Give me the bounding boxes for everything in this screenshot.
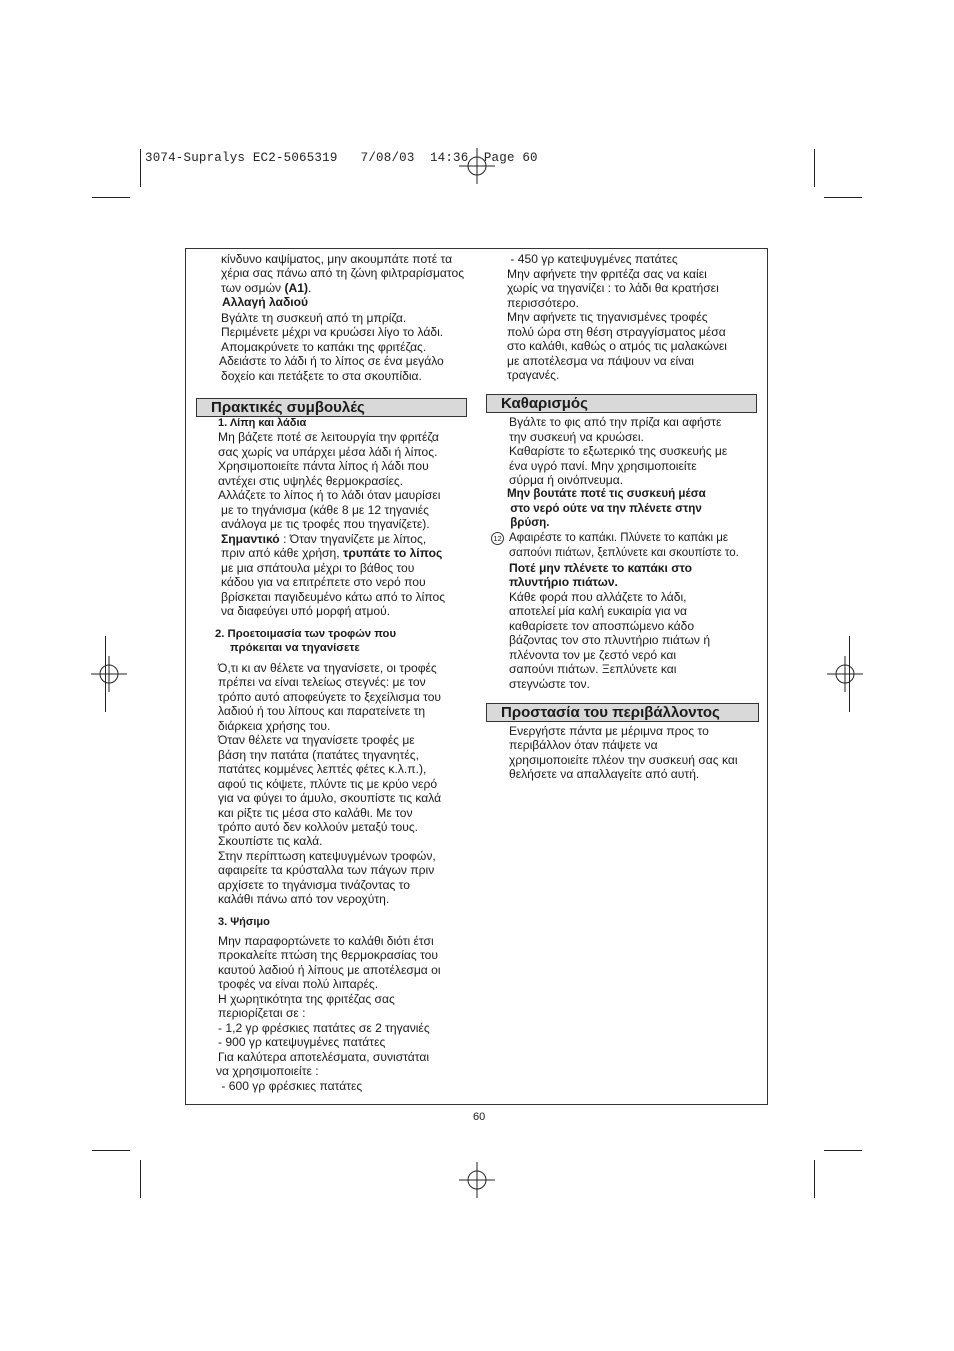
- env-line: χρησιμοποιείτε πλέον την συσκευή σας και: [509, 753, 738, 767]
- s2-line: πρέπει να είναι τελείως στεγνές: με τον: [218, 675, 426, 689]
- registration-mark-icon: [827, 656, 863, 692]
- s3-line: Για καλύτερα αποτελέσματα, συνιστάται: [218, 1050, 430, 1064]
- oil-change-line: Βγάλτε τη συσκευή από τη μπρίζα.: [221, 311, 407, 325]
- s3-line: Η χωρητικότητα της φριτέζας σας: [218, 992, 395, 1006]
- s2-line: και ρίξτε τις μέσα στο καλάθι. Με τον: [218, 806, 413, 820]
- s1-note-line: κάδου για να επιτρέπετε στο νερό που: [221, 575, 426, 589]
- s1-line: αντέχει στις υψηλές θερμοκρασίες.: [218, 474, 404, 488]
- s1-line: Αλλάζετε το λίπος ή το λάδι όταν μαυρίσει: [218, 488, 441, 502]
- s3-title: 3. Ψήσιμο: [218, 916, 270, 928]
- s3-line: - 1,2 γρ φρέσκιες πατάτες σε 2 τηγανιές: [218, 1021, 430, 1035]
- print-slug: 3074-Supralys EC2-5065319 7/08/03 14:36 Page 60: [145, 151, 538, 165]
- s3-line: περιορίζεται σε :: [218, 1006, 306, 1020]
- s1-note: πριν από κάθε χρήση, τρυπάτε το λίπος: [221, 546, 443, 560]
- cleaning-line: Καθαρίστε το εξωτερικό της συσκευής με: [509, 444, 728, 458]
- oil-change-line: Περιμένετε μέχρι να κρυώσει λίγο το λάδι.: [221, 325, 444, 339]
- s3-line: προκαλείτε πτώση της θερμοκρασίας του: [218, 948, 439, 962]
- s2-line: αφαιρείτε τα κρύσταλλα των πάγων πριν: [218, 863, 435, 877]
- cleaning-line: Βγάλτε το φις από την πρίζα και αφήστε: [509, 415, 722, 429]
- crop-mark: [824, 197, 862, 198]
- env-line: θελήσετε να απαλλαγείτε από αυτή.: [509, 767, 700, 781]
- crop-mark: [140, 1160, 141, 1198]
- crop-mark: [824, 1150, 862, 1151]
- oil-change-line: Αδειάστε το λάδι ή το λίπος σε ένα μεγάλο: [219, 354, 444, 368]
- cleaning-warning: Μην βουτάτε ποτέ τις συσκευή μέσα: [507, 487, 706, 500]
- s2-line: καλάθι πάνω από τον νεροχύτη.: [218, 892, 390, 906]
- basket-line: καθαρίσετε τον αποσπώμενο κάδο: [509, 619, 695, 633]
- basket-line: στεγνώστε τον.: [509, 677, 590, 691]
- s3-line: - 600 γρ φρέσκιες πατάτες: [218, 1079, 363, 1093]
- lid-warning: Ποτέ μην πλένετε το καπάκι στο: [509, 561, 692, 575]
- lid-line: σαπούνι πιάτων, ξεπλύνετε και σκουπίστε το.: [509, 547, 739, 559]
- s1-line: Χρησιμοποιείτε πάντα λίπος ή λάδι που: [218, 459, 429, 473]
- s1-note-line: με μια σπάτουλα μέχρι το βάθος του: [221, 561, 415, 575]
- s2-line: τρόπο αυτό αποφεύγετε το ξεχείλισμα του: [218, 690, 442, 704]
- s3-line: Μην παραφορτώνετε το καλάθι διότι έτσι: [218, 934, 434, 948]
- cont-line: Μην αφήνετε την φριτέζα σας να καίει: [507, 267, 707, 281]
- s2-line: βάση την πατάτα (πατάτες τηγανητές,: [218, 748, 419, 762]
- crop-mark: [105, 636, 106, 712]
- basket-line: αποτελεί μία καλή ευκαιρία για να: [509, 604, 688, 618]
- s3-line: να χρησιμοποιείτε :: [216, 1064, 319, 1078]
- cont-line: - 450 γρ κατεψυγμένες πατάτες: [507, 252, 678, 266]
- registration-mark-icon: [91, 656, 127, 692]
- cont-line: περισσότερο.: [507, 296, 579, 310]
- s1-line: με το τηγάνισμα (κάθε 8 με 12 τηγανιές: [221, 503, 429, 517]
- cleaning-line: ένα υγρό πανί. Μην χρησιμοποιείτε: [509, 459, 697, 473]
- cont-line: πολύ ώρα στη θέση στραγγίσματος μέσα: [507, 325, 726, 339]
- intro-line: κίνδυνο καψίματος, μην ακουμπάτε ποτέ τα: [221, 252, 453, 266]
- registration-mark-icon: [459, 1162, 495, 1198]
- cleaning-warning: βρύση.: [507, 516, 550, 529]
- s3-line: - 900 γρ κατεψυγμένες πατάτες: [218, 1035, 386, 1049]
- oil-change-title: Αλλαγή λαδιού: [222, 295, 309, 309]
- intro-line: χέρια σας πάνω από τη ζώνη φιλτραρίσματος: [221, 266, 465, 280]
- figure-reference-badge: 12: [491, 532, 504, 545]
- s2-line: λαδιού ή του λίπους και παρατείνετε τη: [218, 704, 426, 718]
- cont-line: Μην αφήνετε τις τηγανισμένες τροφές: [507, 310, 708, 324]
- env-line: Ενεργήστε πάντα με μέριμνα προς το: [509, 724, 709, 738]
- s2-title: πρόκειται να τηγανίσετε: [230, 642, 360, 654]
- s2-line: αρχίσετε το τηγάνισμα τινάζοντας το: [218, 878, 410, 892]
- s3-line: τροφές να είναι πολύ λιπαρές.: [218, 977, 379, 991]
- crop-mark: [140, 149, 141, 187]
- cleaning-line: την συσκευή να κρυώσει.: [509, 430, 644, 444]
- basket-line: σαπούνι πιάτων. Ξεπλύνετε και: [509, 662, 677, 676]
- intro-line: των οσμών (A1).: [221, 281, 312, 295]
- lid-line: Αφαιρέστε το καπάκι. Πλύνετε το καπάκι με: [509, 532, 729, 544]
- section-heading-environment: Προστασία του περιβάλλοντος: [486, 703, 759, 722]
- s2-line: πατάτες κομμένες λεπτές φέτες κ.λ.π.),: [218, 762, 427, 776]
- s2-line: Όταν θέλετε να τηγανίσετε τροφές με: [218, 733, 415, 747]
- s2-line: αφού τις κόψετε, πλύντε τις με κρύο νερό: [218, 777, 438, 791]
- s2-line: Ό,τι κι αν θέλετε να τηγανίσετε, οι τροφές: [218, 661, 437, 675]
- cont-line: χωρίς να τηγανίζει : το λάδι θα κρατήσει: [507, 281, 719, 295]
- crop-mark: [814, 1160, 815, 1198]
- cont-line: στο καλάθι, καθώς ο ατμός τις μαλακώνει: [507, 339, 727, 353]
- oil-change-line: δοχείο και πετάξετε το στα σκουπίδια.: [221, 369, 422, 383]
- lid-warning: πλυντήριο πιάτων.: [509, 575, 618, 589]
- crop-mark: [814, 149, 815, 187]
- cleaning-line: σύρμα ή οινόπνευμα.: [509, 473, 624, 487]
- s1-title: 1. Λίπη και λάδια: [218, 417, 307, 429]
- s1-note: Σημαντικό : Όταν τηγανίζετε με λίπος,: [221, 532, 427, 546]
- s1-line: σας χωρίς να υπάρχει μέσα λάδι ή λίπος.: [218, 445, 438, 459]
- cont-line: με αποτέλεσμα να πάψουν να είναι: [507, 354, 694, 368]
- page-number: 60: [473, 1111, 486, 1123]
- cleaning-warning: στο νερό ούτε να την πλένετε στην: [507, 502, 702, 515]
- s2-line: διάρκεια χρήσης του.: [218, 719, 331, 733]
- crop-mark: [92, 197, 130, 198]
- s1-line: Μη βάζετε ποτέ σε λειτουργία την φριτέζα: [218, 430, 439, 444]
- s2-line: για να φύγει το άμυλο, σκουπίστε τις καλά: [218, 791, 442, 805]
- s2-title: 2. Προετοιμασία των τροφών που: [215, 628, 397, 640]
- basket-line: Κάθε φορά που αλλάζετε το λάδι,: [509, 590, 687, 604]
- s1-line: ανάλογα με τις τροφές που τηγανίζετε).: [221, 517, 430, 531]
- s2-line: Στην περίπτωση κατεψυγμένων τροφών,: [218, 849, 436, 863]
- basket-line: πλένοντα τον με ζεστό νερό και: [509, 648, 677, 662]
- section-heading-cleaning: Καθαρισμός: [486, 394, 757, 413]
- env-line: περιβάλλον όταν πάψετε να: [509, 738, 658, 752]
- basket-line: βάζοντας τον στο πλυντήριο πιάτων ή: [509, 633, 711, 647]
- section-heading-tips: Πρακτικές συμβουλές: [196, 398, 467, 417]
- s1-note-line: βρίσκεται παγιδευμένο κάτω από το λίπος: [221, 590, 446, 604]
- oil-change-line: Απομακρύνετε το καπάκι της φριτέζας.: [221, 340, 427, 354]
- cont-line: τραγανές.: [507, 368, 560, 382]
- crop-mark: [92, 1150, 130, 1151]
- s2-line: τρόπο αυτό δεν κολλούν μεταξύ τους.: [218, 820, 419, 834]
- s1-note-line: να διαφεύγει υπό μορφή ατμού.: [221, 604, 391, 618]
- s2-line: Σκουπίστε τις καλά.: [218, 834, 323, 848]
- s3-line: καυτού λαδιού ή λίπους με αποτέλεσμα οι: [218, 963, 441, 977]
- crop-mark: [849, 636, 850, 712]
